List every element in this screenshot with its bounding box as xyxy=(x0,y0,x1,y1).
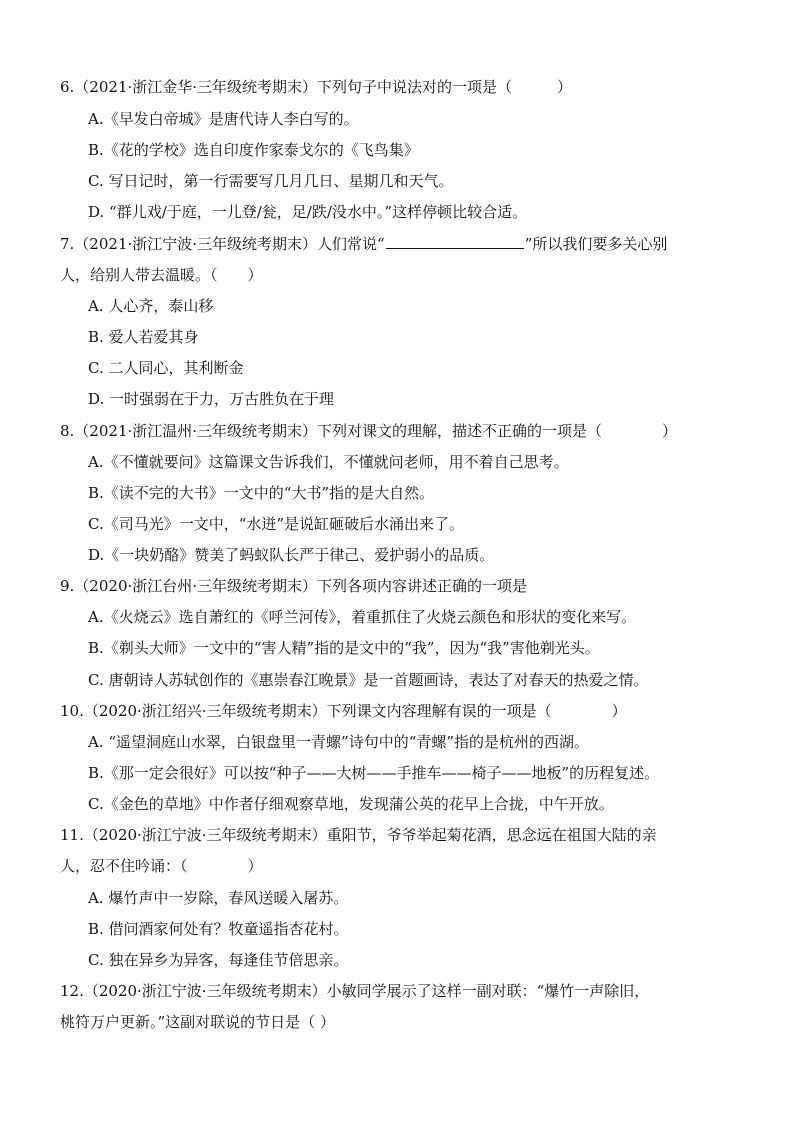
option-b: B. 借问酒家何处有？牧童遥指杏花村。 xyxy=(88,920,349,938)
question-12-stem xyxy=(60,981,740,1032)
option-c: C. 二人同心，其利断金 xyxy=(88,359,244,377)
option-a: A.《不懂就要问》这篇课文告诉我们，不懂就问老师，用不着自己思考。 xyxy=(88,453,569,471)
question-9-stem xyxy=(60,576,740,596)
question-text-continued: ”所以我们要多关心别 xyxy=(524,235,668,253)
question-6-stem xyxy=(60,77,740,97)
question-text: 6.（2021·浙江金华·三年级统考期末）下列句子中说法对的一项是（ ） xyxy=(60,78,573,96)
question-text: 8.（2021·浙江温州·三年级统考期末）下列对课文的理解，描述不正确的一项是（ ） xyxy=(60,422,678,440)
question-text-line-1: 12.（2020·浙江宁波·三年级统考期末）小敏同学展示了这样一副对联：“爆竹一声除旧， xyxy=(60,982,650,1000)
option-a: A.《火烧云》选自萧红的《呼兰河传》，着重抓住了火烧云颜色和形状的变化来写。 xyxy=(88,608,637,626)
option-a: A. 爆竹声中一岁除，春风送暖入屠苏。 xyxy=(88,889,349,907)
option-b: B.《那一定会很好》可以按“种子——大树——手推车——椅子——地板”的历程复述。 xyxy=(88,764,660,782)
option-d: D. “群儿戏/于庭，一儿登/瓮，足/跌/没水中。”这样停顿比较合适。 xyxy=(88,203,528,221)
option-d: D.《一块奶酪》赞美了蚂蚁队长严于律己、爱护弱小的品质。 xyxy=(88,546,495,564)
option-a: A.《早发白帝城》是唐代诗人李白写的。 xyxy=(88,110,359,128)
option-c: C.《金色的草地》中作者仔细观察草地，发现蒲公英的花早上合拢，中午开放。 xyxy=(88,795,614,813)
option-a: A. “遥望洞庭山水翠，白银盘里一青螺”诗句中的“青螺”指的是杭州的西湖。 xyxy=(88,733,590,751)
option-b: B.《剃头大师》一文中的“害人精”指的是文中的“我”，因为“我”害他剃光头。 xyxy=(88,639,600,657)
question-text: 7.（2021·浙江宁波·三年级统考期末）人们常说“ xyxy=(60,235,385,253)
question-8-stem xyxy=(60,421,740,441)
option-b: B.《花的学校》选自印度作家泰戈尔的《飞鸟集》 xyxy=(88,141,419,159)
question-text-line-2: 人，忍不住吟诵：（ ） xyxy=(60,857,263,875)
option-c: C. 独在异乡为异客，每逢佳节倍思亲。 xyxy=(88,951,349,969)
option-d: D. 一时强弱在于力，万古胜负在于理 xyxy=(88,390,335,408)
option-c: C. 唐朝诗人苏轼创作的《惠崇春江晚景》是一首题画诗，表达了对春天的热爱之情。 xyxy=(88,671,649,689)
option-c: C. 写日记时，第一行需要写几月几日、星期几和天气。 xyxy=(88,172,454,190)
question-11-stem xyxy=(60,825,740,876)
question-text-line-1: 11.（2020·浙江宁波·三年级统考期末）重阳节，爷爷举起菊花酒，思念远在祖国大陆的亲 xyxy=(60,826,657,844)
question-7-stem xyxy=(60,233,740,285)
question-text-line-2: 桃符万户更新。”这副对联说的节日是（ ） xyxy=(60,1013,335,1031)
question-text: 9.（2020·浙江台州·三年级统考期末）下列各项内容讲述正确的一项是 xyxy=(60,577,528,595)
option-b: B.《读不完的大书》一文中的“大书”指的是大自然。 xyxy=(88,484,435,502)
option-c: C.《司马光》一文中，“水迸”是说缸砸破后水涌出来了。 xyxy=(88,515,465,533)
question-text-line-2: 人，给别人带去温暖。（ ） xyxy=(60,266,263,284)
question-text-line-1 xyxy=(60,233,740,254)
question-text: 10.（2020·浙江绍兴·三年级统考期末）下列课文内容理解有误的一项是（ ） xyxy=(60,702,627,720)
question-10-stem xyxy=(60,701,740,721)
option-a: A. 人心齐，泰山移 xyxy=(88,297,214,315)
answer-blank[interactable] xyxy=(386,233,524,249)
option-b: B. 爱人若爱其身 xyxy=(88,328,199,346)
